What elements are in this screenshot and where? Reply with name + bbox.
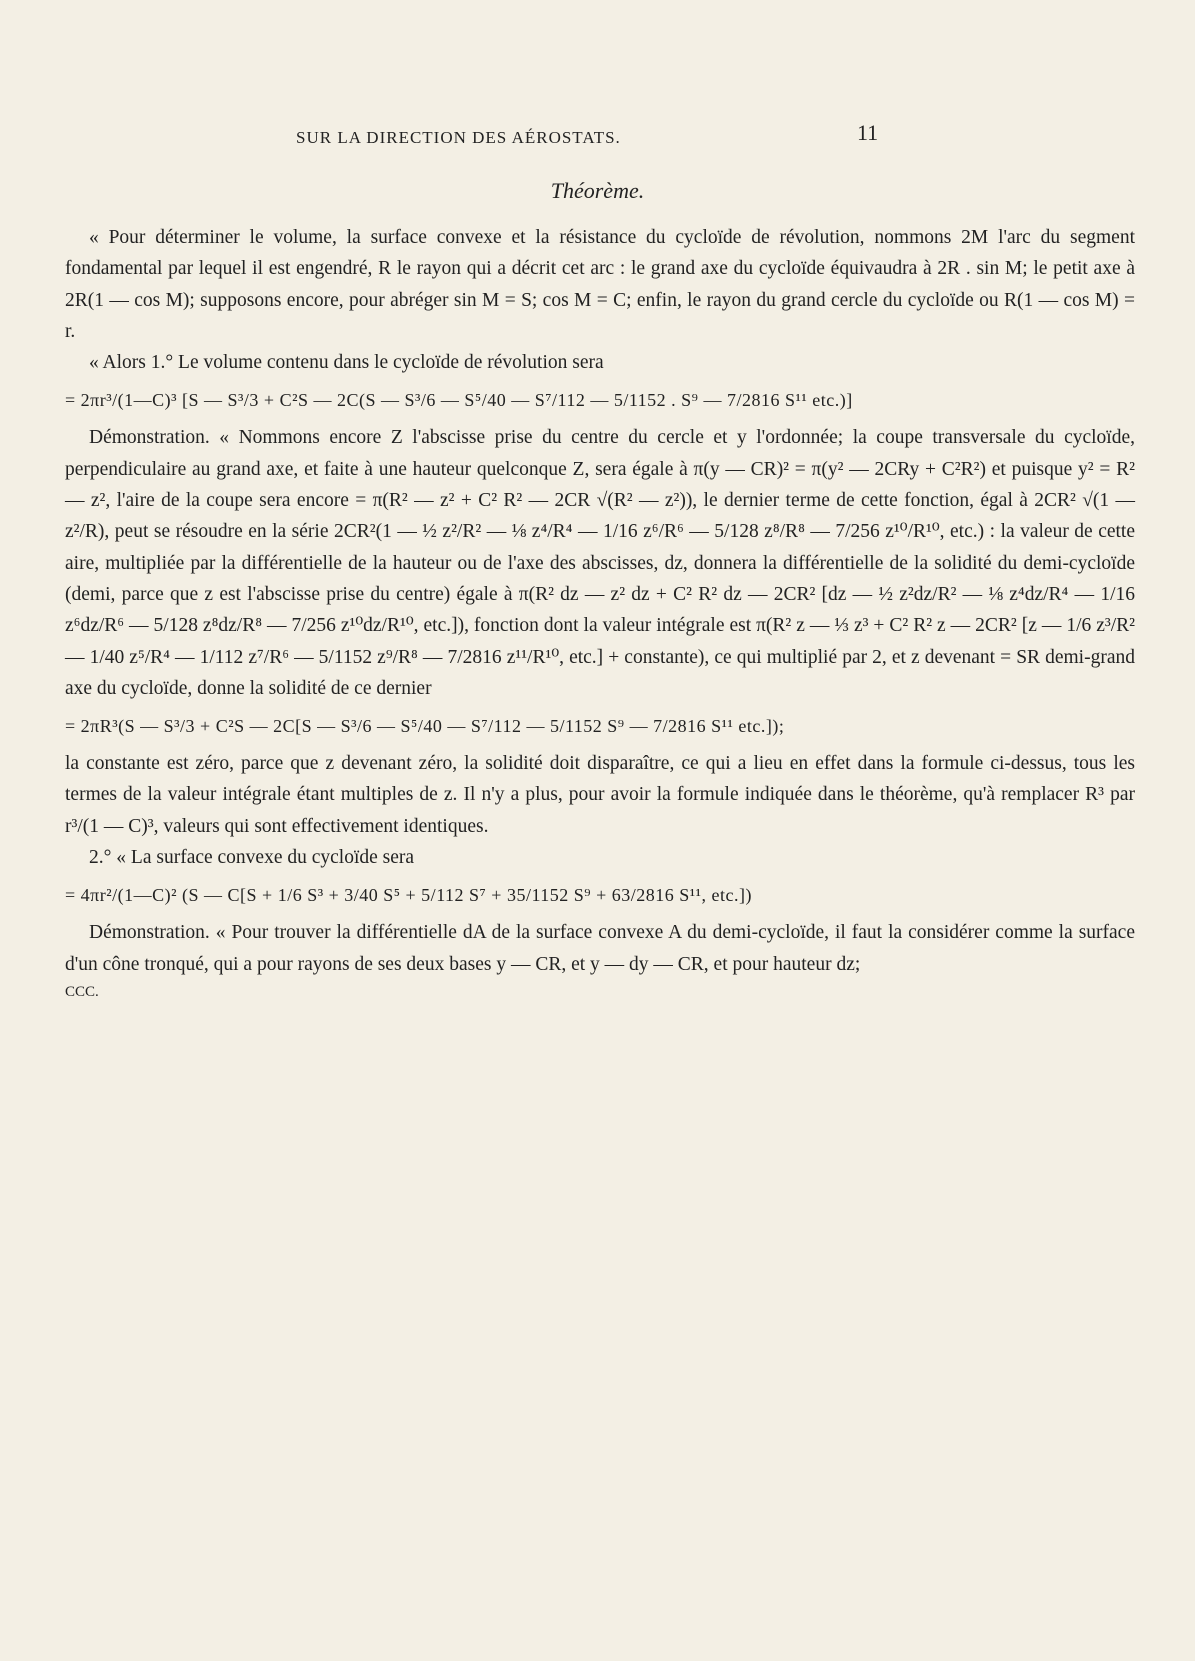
paragraph-demonstration-1: Démonstration. « Nommons encore Z l'abscisse prise du centre du cercle et y l'ordonnée; la coupe transversale du cycloïde, perpendiculaire au grand axe, et faite à une hauteur quelconque Z, sera égale à π(y — CR)² = π(y² — 2CRy + C²R²) et puisque y² = R² — z², l'aire de la coupe sera encore = π(R² — z² + C² R² — 2CR √(R² — z²)), le dernier terme de cette fonction, égal à 2CR² √(1 — z²/R), peut se résoudre en la série 2CR²(1 — ½ z²/R² — ⅛ z⁴/R⁴ — 1/16 z⁶/R⁶ — 5/128 z⁸/R⁸ — 7/256 z¹⁰/R¹⁰, etc.) : la valeur de cette aire, multipliée par la différentielle de la hauteur ou de l'axe des abscisses, dz, donnera la différentielle de la solidité du demi-cycloïde (demi, parce que z est l'abscisse prise du centre) égale à π(R² dz — z² dz + C² R² dz — 2CR² [dz — ½ z²dz/R² — ⅛ z⁴dz/R⁴ — 1/16 z⁶dz/R⁶ — 5/128 z⁸dz/R⁸ — 7/256 z¹⁰dz/R¹⁰, etc.]), fonction dont la valeur intégrale est π(R² z — ⅓ z³ + C² R² z — 2CR² [z — 1/6 z³/R² — 1/40 z⁵/R⁴ — 1/112 z⁷/R⁶ — 5/1152 z⁹/R⁸ — 7/2816 z¹¹/R¹⁰, etc.] + constante), ce qui multiplié par 2, et z devenant = SR demi-grand axe du cycloïde, donne la solidité de ce dernier [65,427,1135,699]
formula-volume: = 2πr³/(1—C)³ [S — S³/3 + C²S — 2C(S — S³/6 — S⁵/40 — S⁷/112 — 5/1152 . S⁹ — 7/2816 S¹¹ etc.)] [65,390,853,411]
section-title: Théorème. [550,178,645,203]
formula-surface: = 4πr²/(1—C)² (S — C[S + 1/6 S³ + 3/40 S⁵ + 5/112 S⁷ + 35/1152 S⁹ + 63/2816 S¹¹, etc.]) [65,885,752,906]
paragraph-demonstration-2: Démonstration. « Pour trouver la différentielle dA de la surface convexe A du demi-cycloïde, il faut la considérer comme la surface d'un cône tronqué, qui a pour rayons de ses deux bases y — CR, et y — dy — CR, et pour hauteur dz; [65,922,1135,975]
paragraph-surface-intro: 2.° « La surface convexe du cycloïde sera [89,847,415,869]
paragraph-volume-intro: « Alors 1.° Le volume contenu dans le cycloïde de révolution sera [89,352,604,374]
paragraph-constant: la constante est zéro, parce que z devenant zéro, la solidité doit disparaître, ce qui a lieu en effet dans la formule ci-dessus, tous les termes de la valeur intégrale étant multiples de z. Il n'y a plus, pour avoir la formule indiquée dans le théorème, qu'à remplacer R³ par r³/(1 — C)³, valeurs qui sont effectivement identiques. [65,753,1135,837]
body-text [65,222,1135,1004]
signature-mark: CCC. [65,983,99,1000]
page-number: 11 [857,120,879,145]
formula-solidity: = 2πR³(S — S³/3 + C²S — 2C[S — S³/6 — S⁵/40 — S⁷/112 — 5/1152 S⁹ — 7/2816 S¹¹ etc.]); [65,716,785,737]
paragraph-theorem: « Pour déterminer le volume, la surface convexe et la résistance du cycloïde de révolution, nommons 2M l'arc du segment fondamental par lequel il est engendré, R le rayon qui a décrit cet arc : le grand axe du cycloïde équivaudra à 2R . sin M; le petit axe à 2R(1 — cos M); supposons encore, pour abréger sin M = S; cos M = C; enfin, le rayon du grand cercle du cycloïde ou R(1 — cos M) = r. [65,227,1135,342]
running-title: SUR LA DIRECTION DES AÉROSTATS. [296,128,621,147]
